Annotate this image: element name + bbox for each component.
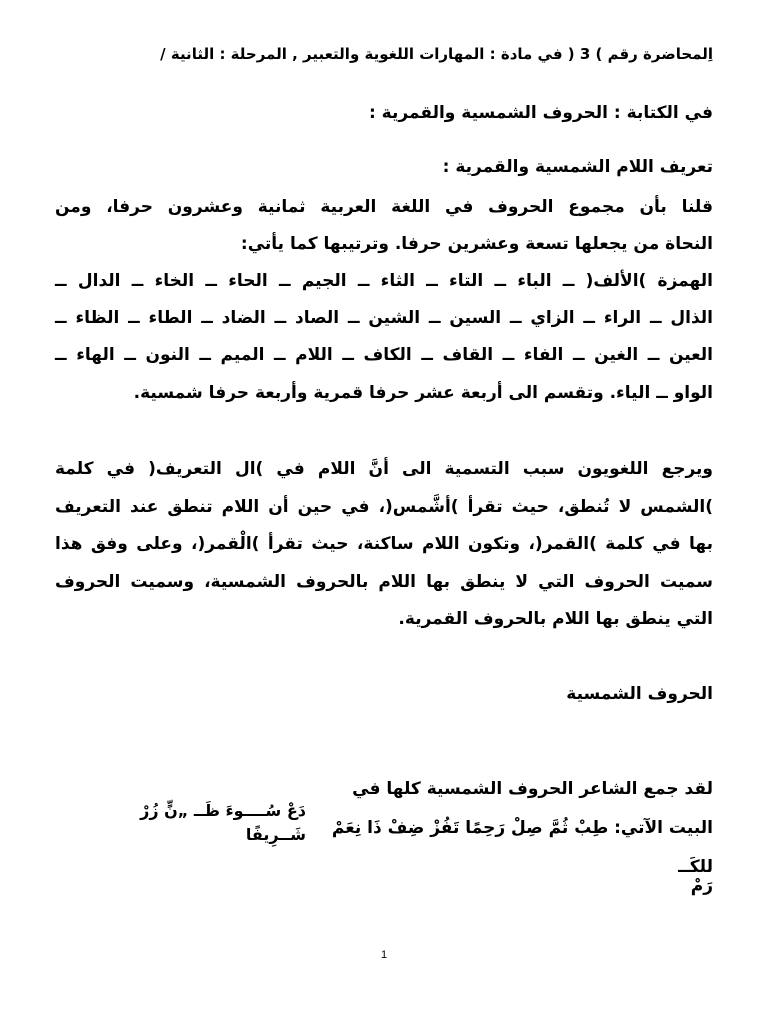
page-title: في الكتابة : الحروف الشمسية والقمرية :	[368, 103, 713, 123]
shamsi-heading: الحروف الشمسية	[566, 684, 713, 704]
definition-line: العين ــ الغين ــ الفاء ــ القاف ــ الكاف ــ اللام ــ الميم ــ النون ــ الهاء ــ	[55, 345, 713, 365]
poem-hemistich: دَعْ سُــــوءَ ظَــ „نٍّ زُرْ	[140, 801, 306, 820]
definition-line: قلنا بأن مجموع الحروف في اللغة العربية ثمانية وعشرون حرفا، ومن	[55, 197, 713, 217]
reason-line: ويرجع اللغويون سبب التسمية الى أنَّ اللام في )ال التعريف( في كلمة	[55, 459, 713, 479]
definition-line: الهمزة )الألف( ــ الباء ــ التاء ــ الثاء ــ الجيم ــ الحاء ــ الخاء ــ الدال ــ	[55, 271, 713, 291]
definition-heading: تعريف اللام الشمسية والقمرية :	[442, 157, 713, 177]
poem-intro: لقد جمع الشاعر الحروف الشمسية كلها في	[352, 779, 713, 799]
definition-line: الذال ــ الراء ــ الزاي ــ السين ــ الشين ــ الصاد ــ الضاد ــ الطاء ــ الظاء ــ	[55, 308, 713, 328]
poem-line: رَمْ	[690, 876, 713, 896]
page-number: 1	[380, 949, 388, 961]
reason-line: بها في كلمة )القمر(، وتكون اللام ساكنة، حيث تقرأ )الْقمر(، وعلى وفق هذا	[55, 534, 713, 554]
reason-line: )الشمس لا تُنطق، حيث تقرأ )أشَّمس(، في حين أن اللام تنطق عند التعريف	[55, 497, 713, 517]
poem-line: للكَــ	[678, 857, 713, 877]
lecture-header: اِلمحاضرة رقم ) 3 ( في مادة : المهارات اللغوية والتعبير , المرحلة : الثانية /	[160, 45, 713, 63]
poem-hemistich: شَــرِيفًا	[245, 825, 306, 844]
definition-line: الواو ــ الياء. وتقسم الى أربعة عشر حرفا قمرية وأربعة حرفا شمسية.	[133, 383, 713, 403]
reason-line: سميت الحروف التي لا ينطق بها اللام بالحروف الشمسية، وسميت الحروف	[55, 572, 713, 592]
definition-line: النحاة من يجعلها تسعة وعشرين حرفا. وترتيبها كما يأتي:	[240, 234, 713, 254]
poem-line: البيت الآتي: طِبْ ثُمَّ صِلْ رَحِمًا تَفُزْ ضِفْ ذَا نِعَمْ	[331, 818, 713, 838]
reason-line: التي ينطق بها اللام بالحروف القمرية.	[398, 609, 713, 629]
